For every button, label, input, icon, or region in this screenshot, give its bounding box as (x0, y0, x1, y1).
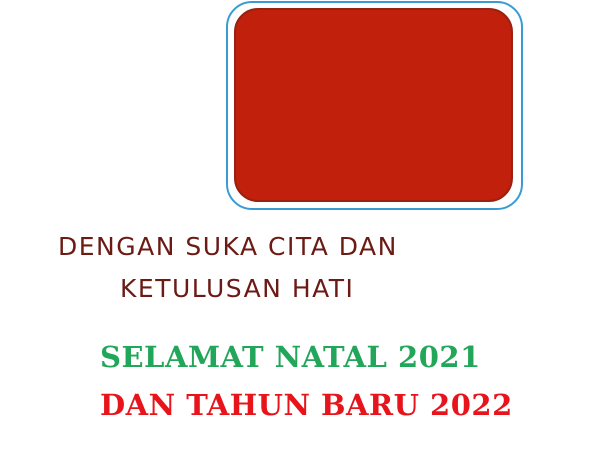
photo-placeholder (234, 8, 513, 202)
photo-frame (226, 1, 523, 210)
christmas-wish: SELAMAT NATAL 2021 (100, 340, 481, 374)
greeting-line-2: KETULUSAN HATI (120, 274, 355, 303)
greeting-line-1: DENGAN SUKA CITA DAN (58, 232, 398, 261)
new-year-wish: DAN TAHUN BARU 2022 (100, 388, 513, 422)
